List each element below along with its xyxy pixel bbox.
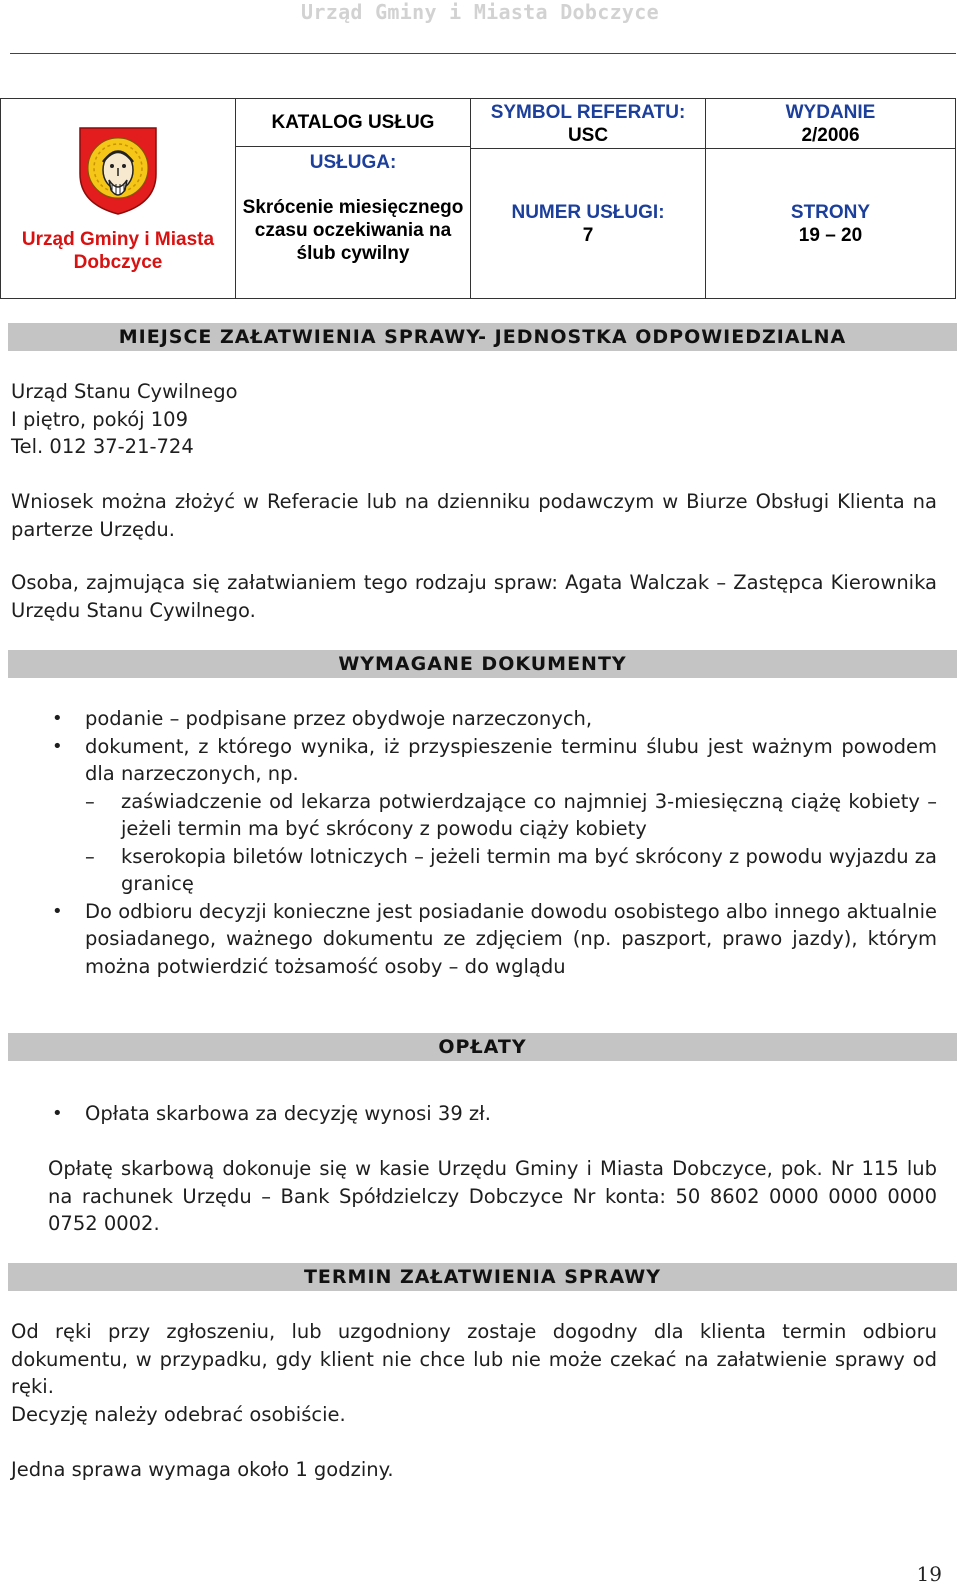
pickup-note: Decyzję należy odebrać osobiście.	[11, 1402, 346, 1426]
deadline-paragraph: Od ręki przy zgłoszeniu, lub uzgodniony zostaje dogodny dla klienta termin odbioru dokumentu, w przypadku, gdy klient nie chce lub nie może czekać na załatwienie sprawy od ręki.	[11, 1320, 937, 1398]
bullet-icon: •	[52, 735, 63, 757]
list-item	[52, 1100, 937, 1128]
symbol-value: USC	[567, 124, 609, 146]
service-number-cell	[471, 149, 706, 299]
bullet-icon: •	[52, 1103, 63, 1124]
sub-list-item	[85, 788, 937, 843]
dash-icon: –	[85, 789, 95, 813]
edition-value: 2/2006	[801, 124, 860, 146]
sub-list-item	[85, 843, 937, 898]
edition-label: WYDANIE	[785, 101, 876, 123]
catalog-title: KATALOG USŁUG	[236, 99, 471, 147]
sub-list-item-text: zaświadczenie od lekarza potwierdzające co najmniej 3-miesięczną ciążę kobiety – jeżeli termin ma być skrócony z powodu ciąży kobiety	[121, 789, 937, 840]
sub-list-item-text: kserokopia biletów lotniczych – jeżeli termin ma być skrócony z powodu wyjazdu za granicę	[121, 844, 937, 895]
documents-list	[52, 705, 937, 980]
list-item	[52, 705, 937, 733]
section-heading-deadline: TERMIN ZAŁATWIENIA SPRAWY	[8, 1263, 957, 1291]
section-heading-documents: WYMAGANE DOKUMENTY	[8, 650, 957, 678]
phone-line: Tel. 012 37-21-724	[11, 435, 194, 458]
fees-list	[52, 1100, 937, 1128]
payment-paragraph: Opłatę skarbową dokonuje się w kasie Urzędu Gminy i Miasta Dobczyce, pok. Nr 115 lub na rachunek Urzędu – Bank Spółdzielczy Dobczyce Nr konta: 50 8602 0000 0000 0000 0752 0002.	[48, 1157, 937, 1235]
service-name: Skrócenie miesięcznego czasu oczekiwania na ślub cywilny	[242, 197, 464, 264]
section-heading-fees: OPŁATY	[8, 1033, 957, 1061]
coat-of-arms-icon	[76, 124, 160, 216]
pages-value: 19 – 20	[798, 224, 863, 246]
submission-paragraph: Wniosek można złożyć w Referacie lub na dzienniku podawczym w Biurze Obsługi Klienta na parterze Urzędu.	[11, 490, 937, 541]
service-number-label: NUMER USŁUGI:	[511, 201, 665, 223]
running-header: Urząd Gminy i Miasta Dobczyce	[301, 0, 659, 24]
symbol-label: SYMBOL REFERATU:	[490, 101, 686, 123]
contact-person-paragraph: Osoba, zajmująca się załatwianiem tego rodzaju spraw: Agata Walczak – Zastępca Kierownika Urzędu Stanu Cywilnego.	[11, 571, 937, 622]
list-item-text: Opłata skarbowa za decyzję wynosi 39 zł.	[85, 1102, 491, 1125]
symbol-cell	[471, 99, 706, 149]
bullet-icon: •	[52, 708, 63, 729]
section-heading-location: MIEJSCE ZAŁATWIENIA SPRAWY- JEDNOSTKA ODPOWIEDZIALNA	[8, 323, 957, 351]
list-item-text: dokument, z którego wynika, iż przyspieszenie terminu ślubu jest ważnym powodem dla narzeczonych, np.	[85, 734, 937, 785]
service-label: USŁUGA:	[309, 152, 397, 173]
edition-cell	[706, 99, 956, 149]
service-cell	[236, 147, 471, 299]
list-item	[52, 733, 937, 898]
service-meta-table	[0, 98, 956, 299]
list-item	[52, 898, 937, 981]
office-cell	[1, 99, 236, 299]
service-number-value: 7	[582, 224, 594, 246]
address-block	[11, 378, 238, 461]
dash-icon: –	[85, 844, 95, 868]
address-line: Urząd Stanu Cywilnego	[11, 380, 238, 403]
list-item-text: Do odbioru decyzji konieczne jest posiadanie dowodu osobistego albo innego aktualnie posiadanego, ważnego dokumentu ze zdjęciem (np. paszport, prawo jazdy), którym można potwierdzić tożsamość osoby – do wglądu	[85, 899, 937, 978]
address-line: I piętro, pokój 109	[11, 407, 188, 431]
deadline-block	[11, 1318, 937, 1483]
list-item-text: podanie – podpisane przez obydwoje narzeczonych,	[85, 707, 593, 730]
office-name: Urząd Gminy i Miasta Dobczyce	[21, 228, 215, 273]
pages-label: STRONY	[790, 201, 871, 223]
duration-note: Jedna sprawa wymaga około 1 godziny.	[11, 1457, 394, 1481]
bullet-icon: •	[52, 900, 63, 922]
page-number: 19	[916, 1562, 942, 1586]
pages-cell	[706, 149, 956, 299]
header-divider	[10, 53, 956, 54]
